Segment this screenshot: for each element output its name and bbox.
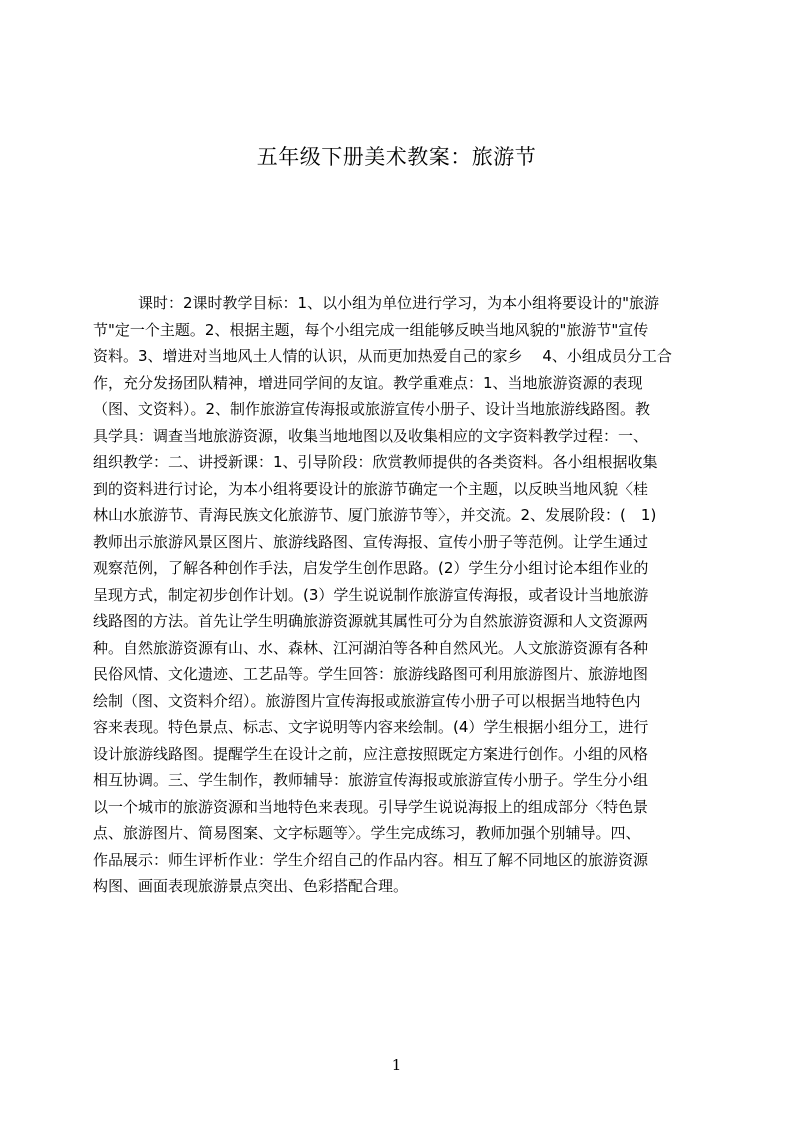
body-line-2: 节"定一个主题。2、根据主题，每个小组完成一组能够反映当地风貌的"旅游节"宣传 bbox=[93, 320, 649, 339]
body-line-10: 教师出示旅游风景区图片、旅游线路图、宣传海报、宣传小册子等范例。让学生通过 bbox=[93, 532, 649, 551]
body-line-11: 观察范例，了解各种创作手法，启发学生创作思路。(2）学生分小组讨论本组作业的 bbox=[93, 559, 649, 577]
body-line-22: 作品展示：师生评析作业：学生介绍自己的作品内容。相互了解不同地区的旅游资源 bbox=[93, 850, 649, 869]
body-line-4: 作，充分发扬团队精神，增进同学间的友谊。教学重难点：1、当地旅游资源的表现 bbox=[93, 373, 643, 392]
body-line-19: 相互协调。三、学生制作，教师辅导：旅游宣传海报或旅游宣传小册子。学生分小组 bbox=[93, 771, 649, 789]
lesson-plan-body bbox=[93, 290, 699, 900]
body-line-16: 绘制（图、文资料介绍）。旅游图片宣传海报或旅游宣传小册子可以根据当地特色内 bbox=[93, 691, 641, 710]
body-line-18: 设计旅游线路图。提醒学生在设计之前，应注意按照既定方案进行创作。小组的风格 bbox=[93, 744, 649, 763]
body-line-1: 课时：2课时教学目标：1、以小组为单位进行学习，为本小组将要设计的"旅游 bbox=[138, 294, 659, 312]
body-line-8: 到的资料进行讨论，为本小组将要设计的旅游节确定一个主题，以反映当地风貌〈桂 bbox=[93, 479, 649, 498]
body-line-5: （图、文资料）。2、制作旅游宣传海报或旅游宣传小册子、设计当地旅游线路图。教 bbox=[93, 400, 651, 418]
body-line-6: 具学具：调查当地旅游资源，收集当地地图以及收集相应的文字资料教学过程：一、 bbox=[93, 426, 649, 445]
document-title: 五年级下册美术教案：旅游节 bbox=[256, 145, 537, 169]
body-line-17: 容来表现。特色景点、标志、文字说明等内容来绘制。(4）学生根据小组分工，进行 bbox=[93, 718, 649, 736]
body-line-20: 以一个城市的旅游资源和当地特色来表现。引导学生说说海报上的组成部分〈特色景 bbox=[93, 797, 649, 816]
body-line-7: 组织教学：二、讲授新课：1、引导阶段：欣赏教师提供的各类资料。各小组根据收集 bbox=[93, 453, 658, 471]
body-line-14: 种。自然旅游资源有山、水、森林、江河湖泊等各种自然风光。人文旅游资源有各种 bbox=[93, 638, 649, 657]
body-line-21: 点、旅游图片、简易图案、文字标题等〉。学生完成练习，教师加强个别辅导。四、 bbox=[93, 824, 641, 842]
body-line-15: 民俗风情、文化遗迹、工艺品等。学生回答：旅游线路图可利用旅游图片、旅游地图 bbox=[93, 665, 649, 683]
body-line-12: 呈现方式，制定初步创作计划。(3）学生说说制作旅游宣传海报，或者设计当地旅游 bbox=[93, 585, 649, 604]
body-line-13: 线路图的方法。首先让学生明确旅游资源就其属性可分为自然旅游资源和人文资源两 bbox=[93, 612, 649, 630]
page-number: 1 bbox=[391, 1056, 402, 1074]
body-line-23: 构图、画面表现旅游景点突出、色彩搭配合理。 bbox=[93, 877, 409, 895]
body-line-9: 林山水旅游节、青海民族文化旅游节、厦门旅游节等〉，并交流。2、发展阶段：( 1) bbox=[93, 506, 657, 524]
body-line-3: 资料。3、增进对当地风土人情的认识，从而更加热爱自己的家乡 4、小组成员分工合 bbox=[93, 347, 672, 365]
